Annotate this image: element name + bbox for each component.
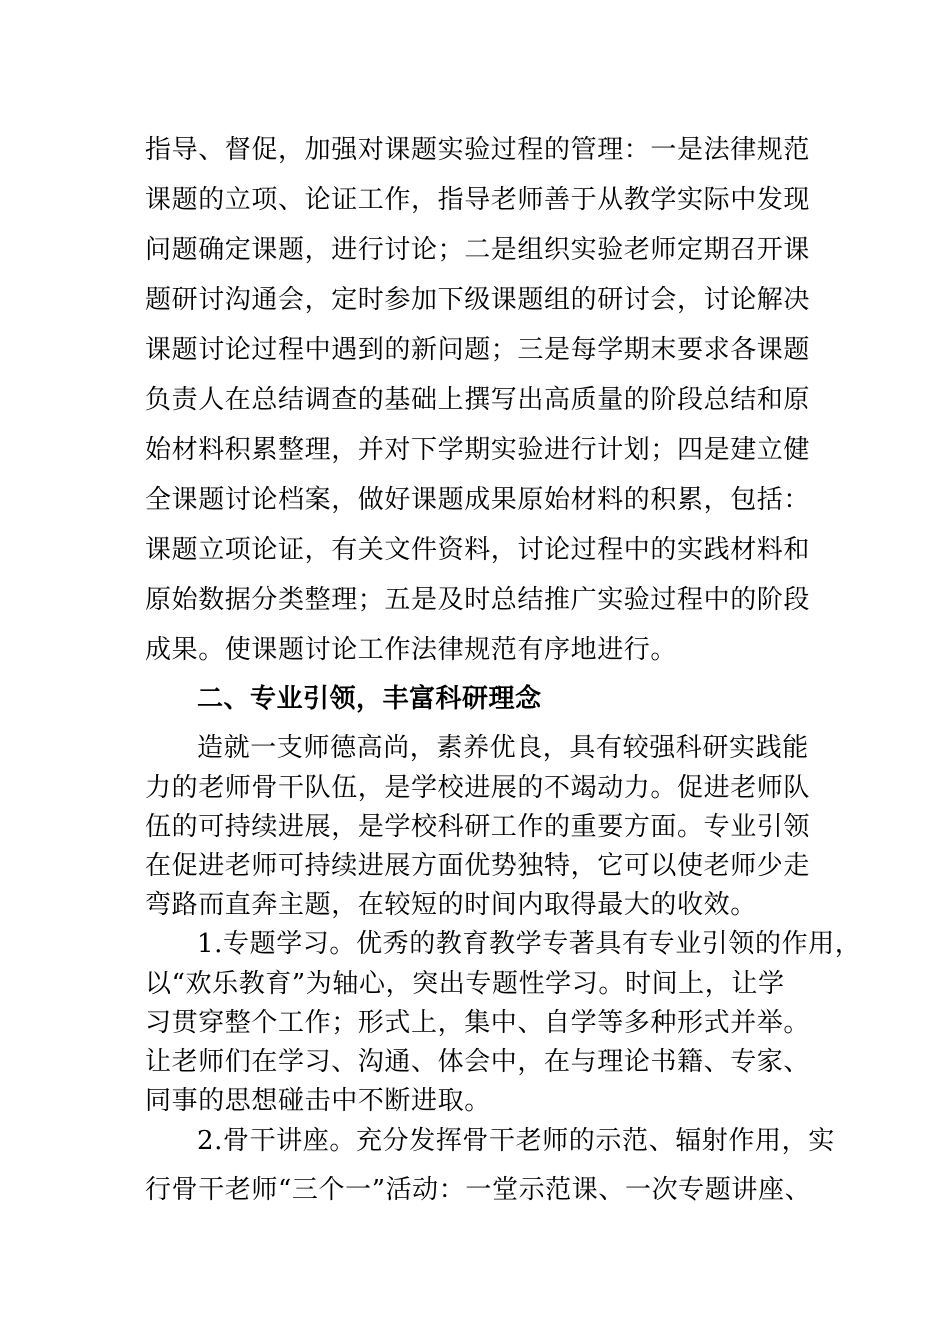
body-line-9: 课题立项论证，有关文件资料，讨论过程中的实践材料和 <box>145 535 811 565</box>
section-heading: 二、专业引领，丰富科研理念 <box>197 684 542 714</box>
body-line-23: 2.骨干讲座。充分发挥骨干老师的示范、辐射作用，实 <box>197 1126 835 1156</box>
body-line-22: 同事的思想碰击中不断进取。 <box>145 1086 491 1116</box>
body-line-1: 指导、督促，加强对课题实验过程的管理：一是法律规范 <box>145 135 811 165</box>
body-line-14: 力的老师骨干队伍，是学校进展的不竭动力。促进老师队 <box>145 773 811 803</box>
body-line-24: 行骨干老师“三个一”活动：一堂示范课、一次专题讲座、 <box>145 1175 812 1205</box>
body-line-15: 伍的可持续进展，是学校科研工作的重要方面。专业引领 <box>145 812 811 842</box>
body-line-20: 习贯穿整个工作；形式上，集中、自学等多种形式并举。 <box>145 1008 811 1038</box>
body-line-21: 让老师们在学习、沟通、体会中，在与理论书籍、专家、 <box>145 1047 811 1077</box>
body-line-4: 题研讨沟通会，定时参加下级课题组的研讨会，讨论解决 <box>145 285 811 315</box>
body-line-3: 问题确定课题，进行讨论；二是组织实验老师定期召开课 <box>145 235 811 265</box>
body-line-8: 全课题讨论档案，做好课题成果原始材料的积累，包括： <box>145 485 811 515</box>
body-line-11: 成果。使课题讨论工作法律规范有序地进行。 <box>145 635 678 665</box>
body-line-18: 1.专题学习。优秀的教育教学专著具有专业引领的作用， <box>197 929 862 959</box>
body-line-10: 原始数据分类整理；五是及时总结推广实验过程中的阶段 <box>145 585 811 615</box>
body-line-7: 始材料积累整理，并对下学期实验进行计划；四是建立健 <box>145 435 811 465</box>
body-line-5: 课题讨论过程中遇到的新问题；三是每学期末要求各课题 <box>145 335 811 365</box>
body-line-17: 弯路而直奔主题，在较短的时间内取得最大的收效。 <box>145 890 757 920</box>
body-line-2: 课题的立项、论证工作，指导老师善于从教学实际中发现 <box>145 185 811 215</box>
body-line-13: 造就一支师德高尚，素养优良，具有较强科研实践能 <box>197 733 809 763</box>
body-line-19: 以“欢乐教育”为轴心，突出专题性学习。时间上，让学 <box>145 969 785 999</box>
body-line-16: 在促进老师可持续进展方面优势独特，它可以使老师少走 <box>145 851 811 881</box>
body-line-6: 负责人在总结调查的基础上撰写出高质量的阶段总结和原 <box>145 385 811 415</box>
